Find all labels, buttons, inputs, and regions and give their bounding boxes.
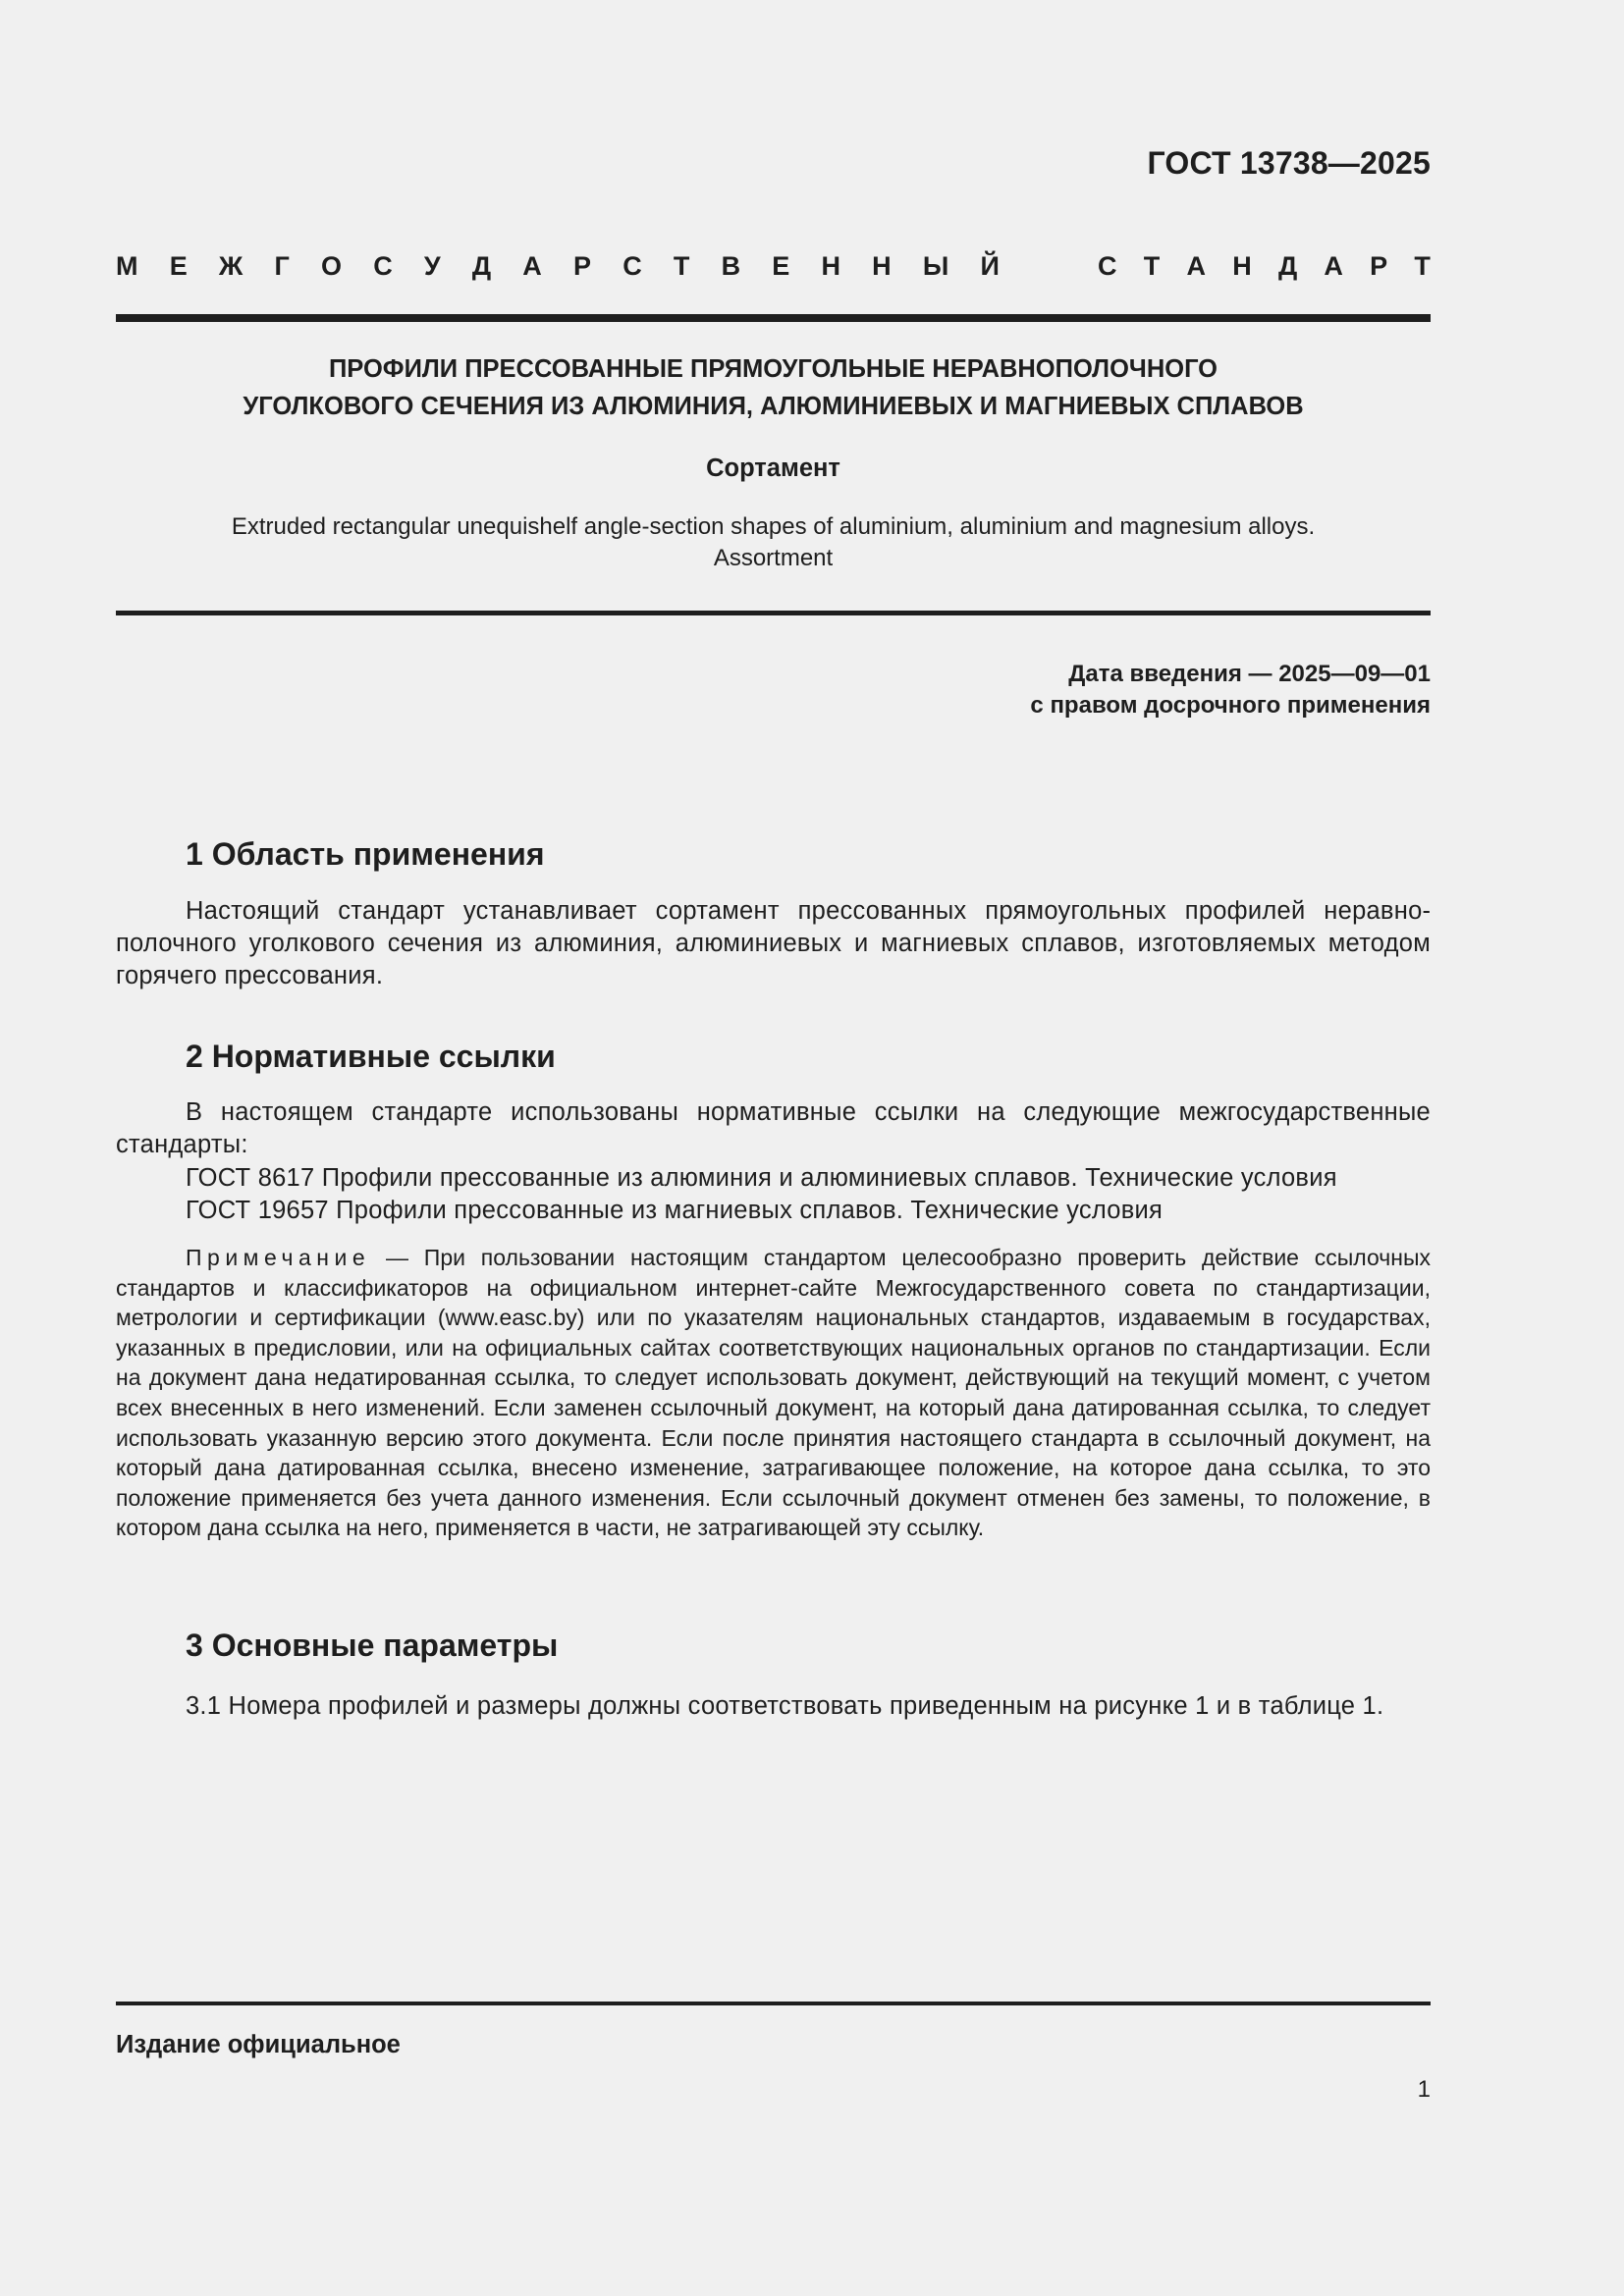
heading-letter: О: [320, 251, 342, 281]
heading-letter: Т: [1143, 251, 1161, 281]
heading-letter: С: [373, 251, 393, 281]
heading-letter: Н: [872, 251, 892, 281]
note-paragraph: [116, 1243, 1431, 1543]
footer-rule: [116, 2002, 1431, 2005]
section-1-paragraph: [116, 895, 1431, 992]
reference-gost-19657: ГОСТ 19657 Профили прессованные из магниевых сплавов. Технические условия: [186, 1197, 1164, 1224]
introduction-date-block: [1030, 659, 1431, 721]
heading-letter: А: [1186, 251, 1206, 281]
document-code: ГОСТ 13738—2025: [1147, 145, 1431, 181]
standard-word: [1098, 251, 1431, 282]
section-2-text: В настоящем стандарте использованы нормативные ссылки на следующие межгосударственные стандарты:: [116, 1098, 1431, 1158]
heading-letter: Й: [980, 251, 1000, 281]
section-1-heading: 1 Область применения: [186, 836, 545, 872]
note-text: — При пользовании настоящим стандартом целесообразно проверить действие ссылочных стандартов и классификаторов на официальном интернет-сайте Межгосударственного совета по стандартизации, метрологии и сертификации (www.easc.by) или по указателям национальных стандартов, издаваемым в государствах, указанных в предисловии, или на официальных сайтах соответствующих национальных органов по стандартизации. Если на документ дана недатированная ссылка, то следует использовать документ, действующий на текущий момент, с учетом всех внесенных в него изменений. Если заменен ссылочный документ, на который дана датированная ссылка, то следует использовать указанную версию этого документа. Если после принятия настоящего стандарта в ссылочный документ, на который дана датированная ссылка, внесено изменение, затрагивающее положение, на которое дана ссылка, то это положение применяется без учета данного изменения. Если ссылочный документ отменен без замены, то положение, в котором дана ссылка на него, применяется в части, не затрагивающей эту ссылку.: [116, 1245, 1431, 1541]
english-title: [116, 511, 1431, 574]
heading-letter: С: [623, 251, 642, 281]
heading-letter: Е: [772, 251, 790, 281]
heading-letter: Р: [1370, 251, 1388, 281]
english-title-line-2: Assortment: [713, 545, 834, 571]
section-2-heading: 2 Нормативные ссылки: [186, 1039, 556, 1074]
heading-letter: Т: [673, 251, 690, 281]
section-3-paragraph: [116, 1690, 1431, 1723]
heading-letter: С: [1098, 251, 1117, 281]
early-application: с правом досрочного применения: [1030, 692, 1431, 719]
interstate-word: [116, 251, 1000, 282]
heading-letter: Н: [821, 251, 840, 281]
section-3-heading: 3 Основные параметры: [186, 1628, 559, 1663]
section-3-text: 3.1 Номера профилей и размеры должны соответствовать приведенным на рисунке 1 и в таблице 1.: [186, 1692, 1384, 1720]
heading-letter: А: [522, 251, 542, 281]
english-title-line-1: Extruded rectangular unequishelf angle-section shapes of aluminium, aluminium and magnesium alloys.: [231, 513, 1316, 540]
page-number: 1: [1417, 2076, 1431, 2103]
section-2-paragraph: [116, 1096, 1431, 1161]
heading-letter: Е: [169, 251, 188, 281]
heading-letter: У: [423, 251, 441, 281]
heading-letter: Ы: [922, 251, 949, 281]
heading-letter: М: [116, 251, 138, 281]
title-line-2: УГОЛКОВОГО СЕЧЕНИЯ ИЗ АЛЮМИНИЯ, АЛЮМИНИЕВЫХ И МАГНИЕВЫХ СПЛАВОВ: [243, 393, 1304, 420]
heading-letter: Г: [274, 251, 290, 281]
heading-letter: Ж: [218, 251, 244, 281]
top-rule: [116, 314, 1431, 322]
heading-letter: Н: [1232, 251, 1252, 281]
reference-gost-8617: ГОСТ 8617 Профили прессованные из алюминия и алюминиевых сплавов. Технические условия: [186, 1164, 1337, 1192]
heading-letter: Т: [1414, 251, 1431, 281]
interstate-standard-heading: [116, 251, 1431, 282]
introduction-date: Дата введения — 2025—09—01: [1068, 661, 1431, 687]
heading-letter: Д: [471, 251, 492, 281]
section-1-text: Настоящий стандарт устанавливает сортамент прессованных прямоугольных профилей неравнополочного уголкового сечения из алюминия, алюминиевых и магниевых сплавов, изготовляемых методом горячего прессования.: [116, 897, 1431, 989]
title-line-1: ПРОФИЛИ ПРЕССОВАННЫЕ ПРЯМОУГОЛЬНЫЕ НЕРАВНОПОЛОЧНОГО: [328, 355, 1218, 383]
heading-letter: Д: [1277, 251, 1298, 281]
title-block: [116, 350, 1431, 574]
title-bottom-rule: [116, 611, 1431, 615]
official-edition-label: Издание официальное: [116, 2031, 401, 2058]
heading-letter: А: [1324, 251, 1343, 281]
subtitle: Сортамент: [706, 454, 840, 482]
heading-letter: В: [721, 251, 741, 281]
note-label: Примечание: [186, 1245, 371, 1270]
heading-letter: Р: [572, 251, 591, 281]
